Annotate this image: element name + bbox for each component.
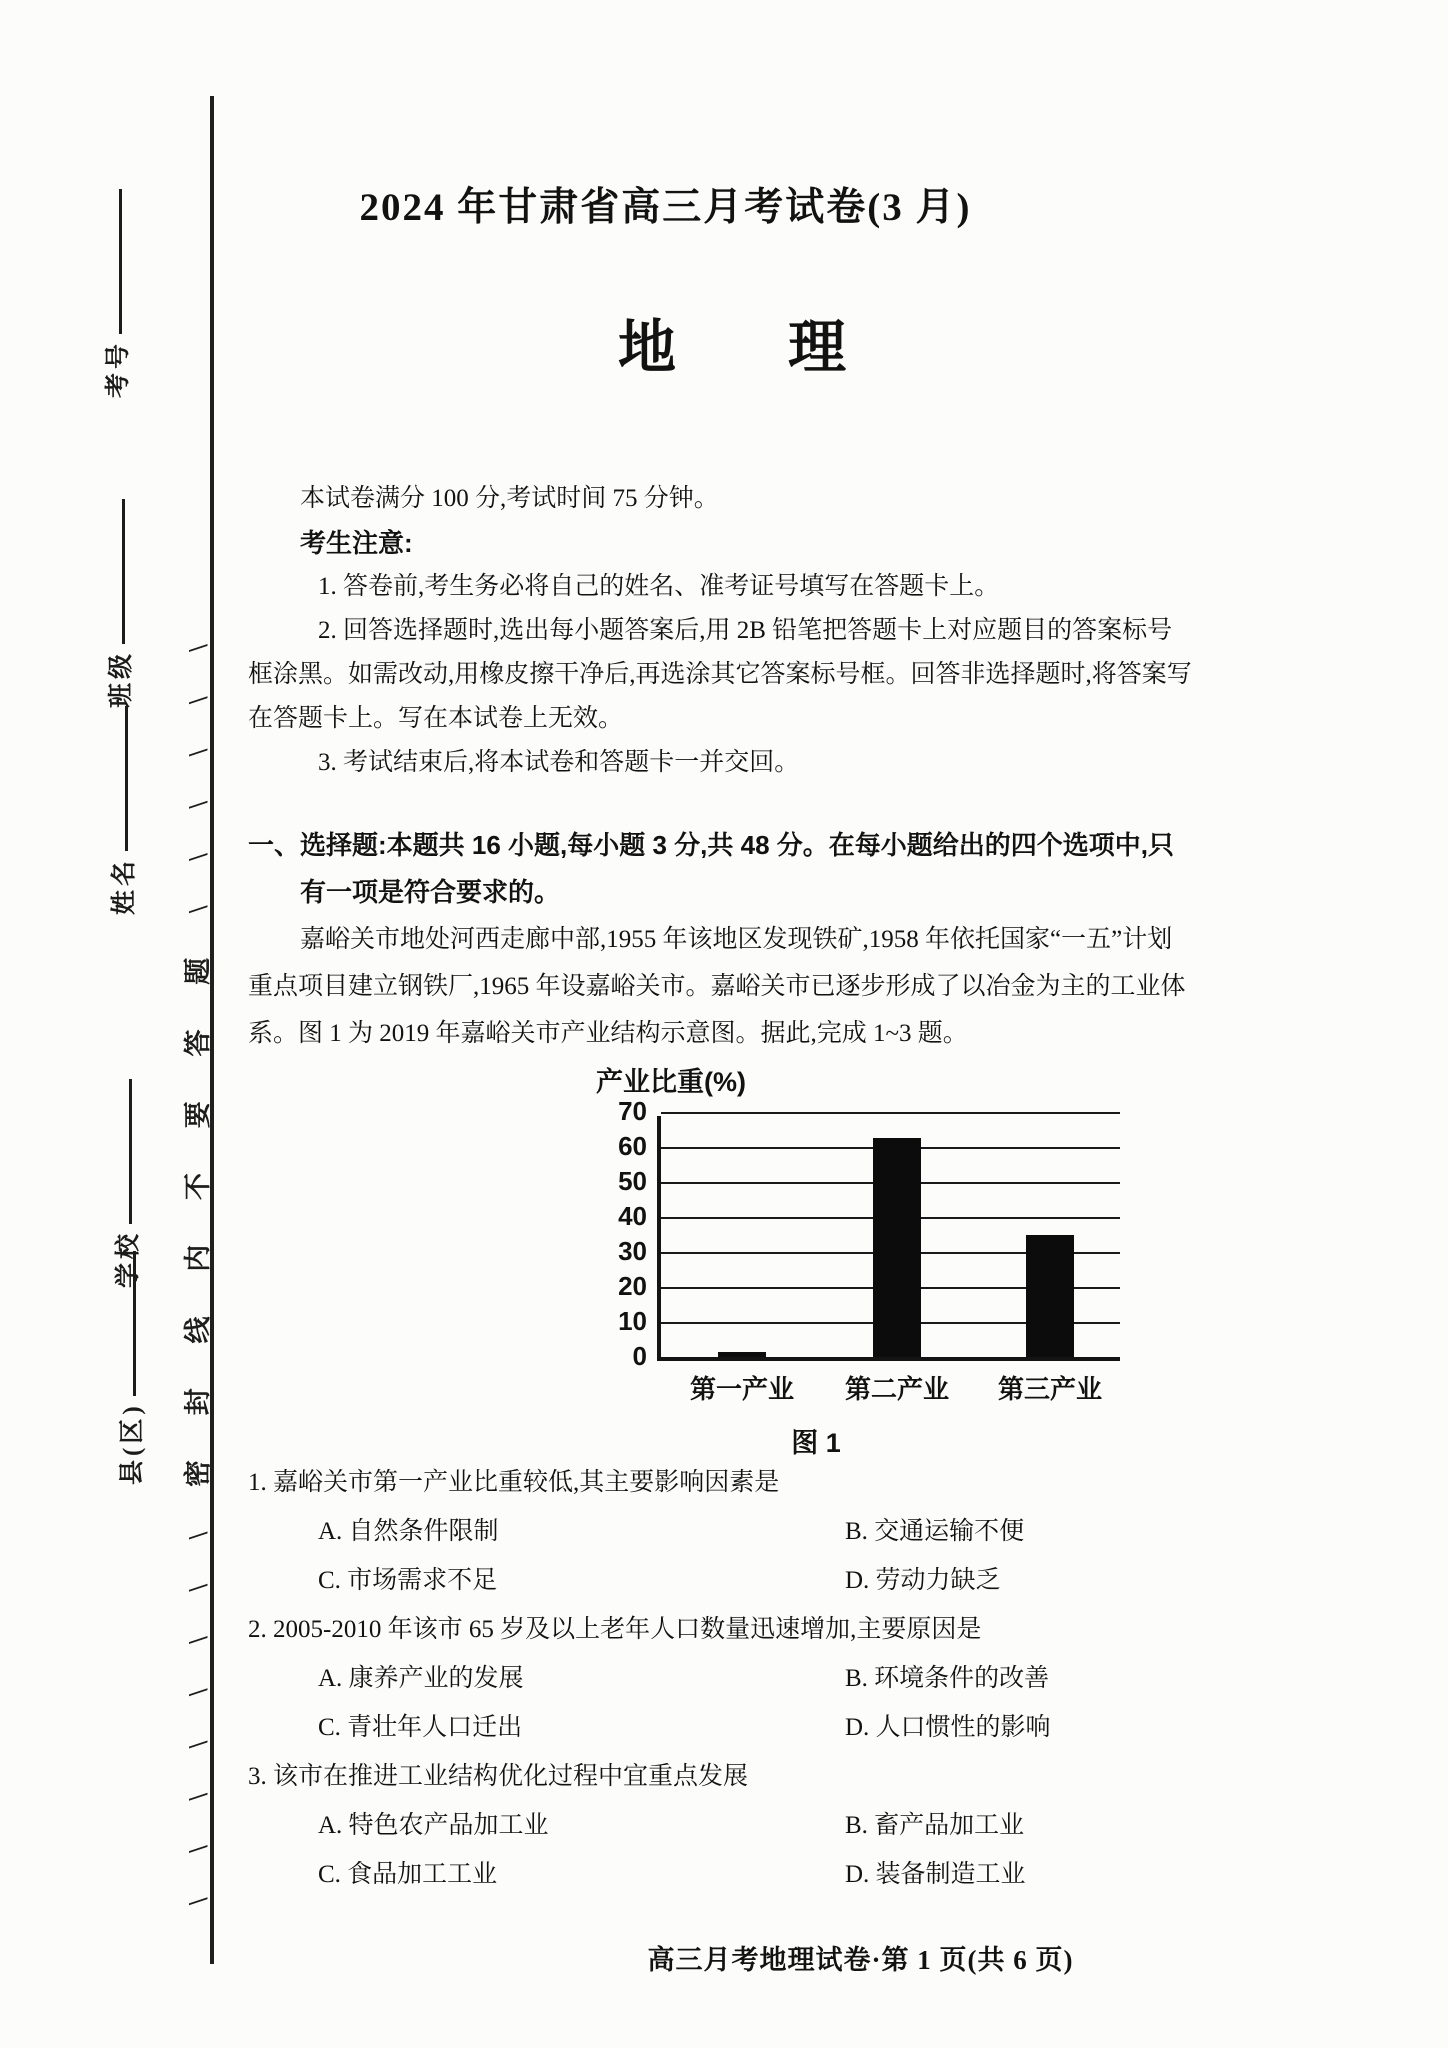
question-1-stem: 1. 嘉峪关市第一产业比重较低,其主要影响因素是 [248, 1469, 780, 1496]
signature-line [133, 1251, 136, 1396]
chart-ytick-label: 30 [618, 1236, 647, 1266]
margin-field-county [112, 1251, 148, 1485]
question-3 [248, 1752, 1196, 1899]
signature-line [119, 189, 122, 334]
question-2-stem: 2. 2005-2010 年该市 65 岁及以上老年人口数量迅速增加,主要原因是 [248, 1616, 982, 1643]
question-2-option-d: D. 人口惯性的影响 [845, 1714, 1051, 1741]
questions-block [248, 1458, 1196, 1899]
question-3-option-c: C. 食品加工工业 [318, 1861, 498, 1888]
exam-title: 2024 年甘肃省高三月考试卷(3 月) [359, 186, 972, 229]
question-2 [248, 1605, 1196, 1752]
question-1-option-d: D. 劳动力缺乏 [845, 1567, 1001, 1594]
chart-y-axis-label: 产业比重(%) [596, 1067, 746, 1097]
question-1 [248, 1458, 1196, 1605]
section-one [248, 822, 1196, 1057]
notice-item-2: 2. 回答选择题时,选出每小题答案后,用 2B 铅笔把答题卡上对应题目的答案标号框涂黑。如需改动,用橡皮擦干净后,再选涂其它答案标号框。回答非选择题时,将答案写在答题卡上。写在本试卷上无效。 [248, 617, 1192, 732]
notice-block [248, 477, 1196, 785]
chart-ytick-label: 20 [618, 1271, 647, 1301]
page-footer: 高三月考地理试卷·第 1 页(共 6 页) [647, 1945, 1074, 1975]
question-2-option-b: B. 环境条件的改善 [845, 1665, 1050, 1692]
chart-category-label: 第一产业 [689, 1374, 794, 1404]
question-1-options [248, 1507, 1196, 1605]
industry-structure-chart [248, 1058, 1193, 1458]
question-1-option-c: C. 市场需求不足 [318, 1567, 498, 1594]
chart-ytick-label: 10 [618, 1306, 647, 1336]
chart-bar-2 [873, 1138, 921, 1357]
chart-bar-3 [1026, 1235, 1074, 1358]
margin-field-label: 县(区) [119, 1402, 146, 1485]
chart-plot [618, 1096, 1120, 1404]
question-2-options [248, 1654, 1196, 1752]
signature-line [122, 499, 125, 644]
question-2-option-a: A. 康养产业的发展 [318, 1665, 524, 1692]
chart-category-label: 第二产业 [844, 1374, 949, 1404]
question-3-stem: 3. 该市在推进工业结构优化过程中宜重点发展 [248, 1763, 749, 1790]
question-3-options [248, 1801, 1196, 1899]
question-1-option-b: B. 交通运输不便 [845, 1518, 1025, 1545]
margin-field-label: 班级 [108, 649, 135, 708]
notice-item-1: 1. 答卷前,考生务必将自己的姓名、准考证号填写在答题卡上。 [318, 573, 1000, 600]
chart-caption: 图 1 [791, 1428, 841, 1458]
margin-field-label: 考号 [105, 339, 132, 398]
chart-ytick-label: 70 [618, 1096, 647, 1126]
chart-ytick-label: 40 [618, 1201, 647, 1231]
chart-gridline [661, 1112, 1120, 1114]
question-1-option-a: A. 自然条件限制 [318, 1518, 499, 1545]
margin-field-class [101, 499, 137, 708]
seal-line-text: \ \ \ \ \ \ \ \ 密 封 线 内 不 要 答 题 \ \ \ \ \ \ [183, 625, 213, 1905]
chart-ytick-label: 0 [632, 1341, 647, 1371]
question-3-option-d: D. 装备制造工业 [845, 1861, 1026, 1888]
question-3-option-a: A. 特色农产品加工业 [318, 1812, 549, 1839]
notice-summary: 本试卷满分 100 分,考试时间 75 分钟。 [300, 485, 719, 512]
subject-title: 地理 [617, 315, 958, 380]
question-3-option-b: B. 畜产品加工业 [845, 1812, 1025, 1839]
margin-field-label: 姓名 [111, 856, 138, 915]
passage: 嘉峪关市地处河西走廊中部,1955 年该地区发现铁矿,1958 年依托国家“一五”计划重点项目建立钢铁厂,1965 年设嘉峪关市。嘉峪关市已逐步形成了以冶金为主的工业体系。图 1 为 2019 年嘉峪关市产业结构示意图。据此,完成 1~3 题。 [248, 926, 1186, 1047]
notice-item-3: 3. 考试结束后,将本试卷和答题卡一并交回。 [318, 749, 800, 776]
chart-ytick-label: 50 [618, 1166, 647, 1196]
chart-bar-1 [718, 1352, 766, 1357]
signature-line [125, 706, 128, 851]
margin-field-label: 学校 [115, 1229, 142, 1288]
question-2-option-c: C. 青壮年人口迁出 [318, 1714, 523, 1741]
signature-line [129, 1079, 132, 1224]
margin-field-name [104, 706, 140, 915]
section-one-heading: 一、选择题:本题共 16 小题,每小题 3 分,共 48 分。在每小题给出的四个选项中,只有一项是符合要求的。 [248, 830, 1174, 907]
notice-heading: 考生注意: [300, 528, 413, 558]
chart-ytick-label: 60 [618, 1131, 647, 1161]
chart-category-label: 第三产业 [997, 1374, 1102, 1404]
margin-field-exam-number [98, 189, 134, 398]
